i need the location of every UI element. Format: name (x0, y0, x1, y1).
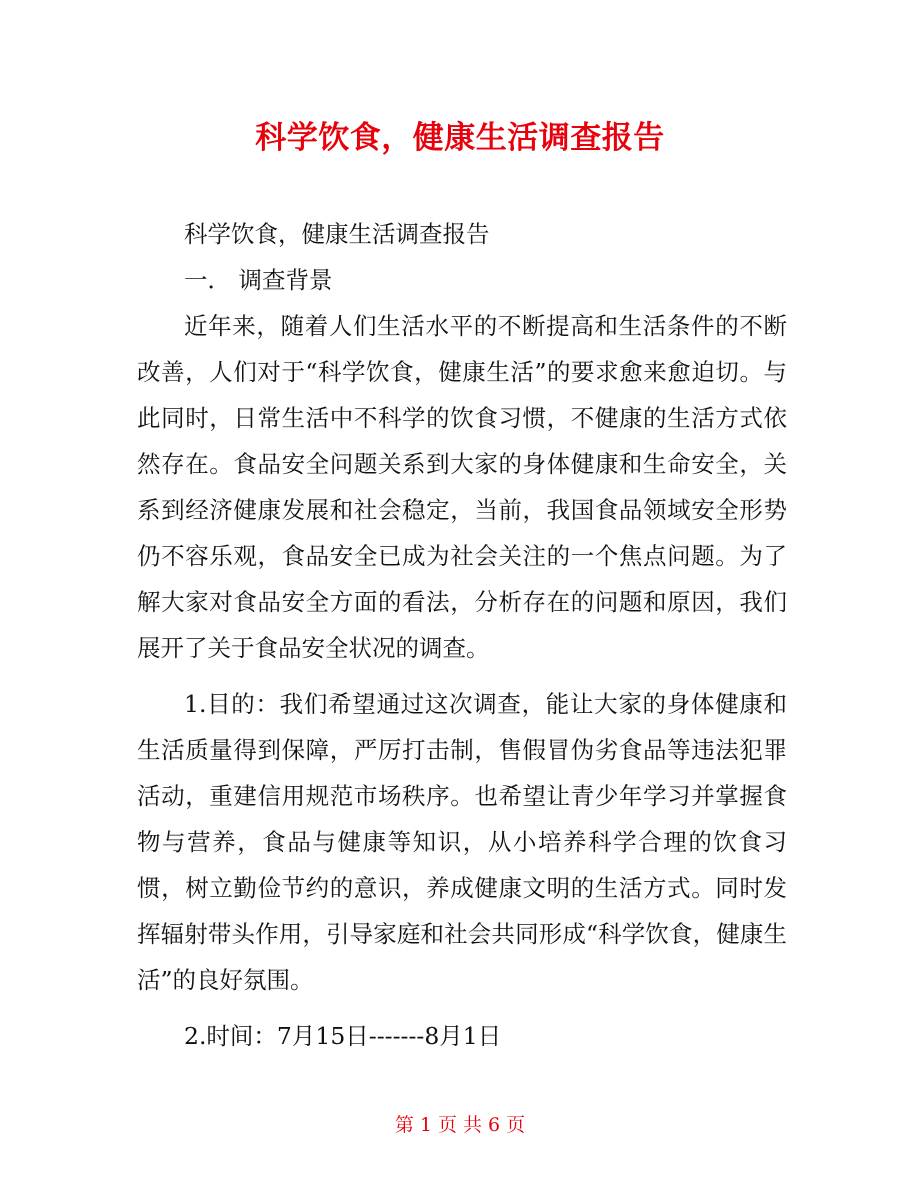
time-paragraph: 2.时间：7月15日-------8月1日 (184, 1022, 502, 1050)
document-body (137, 211, 787, 1059)
section-heading: 一． 调查背景 (184, 266, 333, 294)
background-paragraph: 近年来，随着人们生活水平的不断提高和生活条件的不断改善，人们对于“科学饮食，健康生活”的要求愈来愈迫切。与此同时，日常生活中不科学的饮食习惯，不健康的生活方式依然存在。食品安全问题关系到大家的身体健康和生命安全，关系到经济健康发展和社会稳定，当前，我国食品领域安全形势仍不容乐观，食品安全已成为社会关注的一个焦点问题。为了解大家对食品安全方面的看法，分析存在的问题和原因，我们展开了关于食品安全状况的调查。 (137, 312, 787, 662)
subtitle-paragraph: 科学饮食，健康生活调查报告 (184, 220, 490, 248)
purpose-paragraph: 1.目的：我们希望通过这次调查，能让大家的身体健康和生活质量得到保障，严厉打击制，售假冒伪劣食品等违法犯罪活动，重建信用规范市场秩序。也希望让青少年学习并掌握食物与营养，食品与健康等知识，从小培养科学合理的饮食习惯，树立勤俭节约的意识，养成健康文明的生活方式。同时发挥辐射带头作用，引导家庭和社会共同形成“科学饮食，健康生活”的良好氛围。 (137, 690, 787, 994)
document-title: 科学饮食，健康生活调查报告 (255, 120, 665, 156)
page-number-footer: 第 1 页 共 6 页 (394, 1114, 526, 1136)
